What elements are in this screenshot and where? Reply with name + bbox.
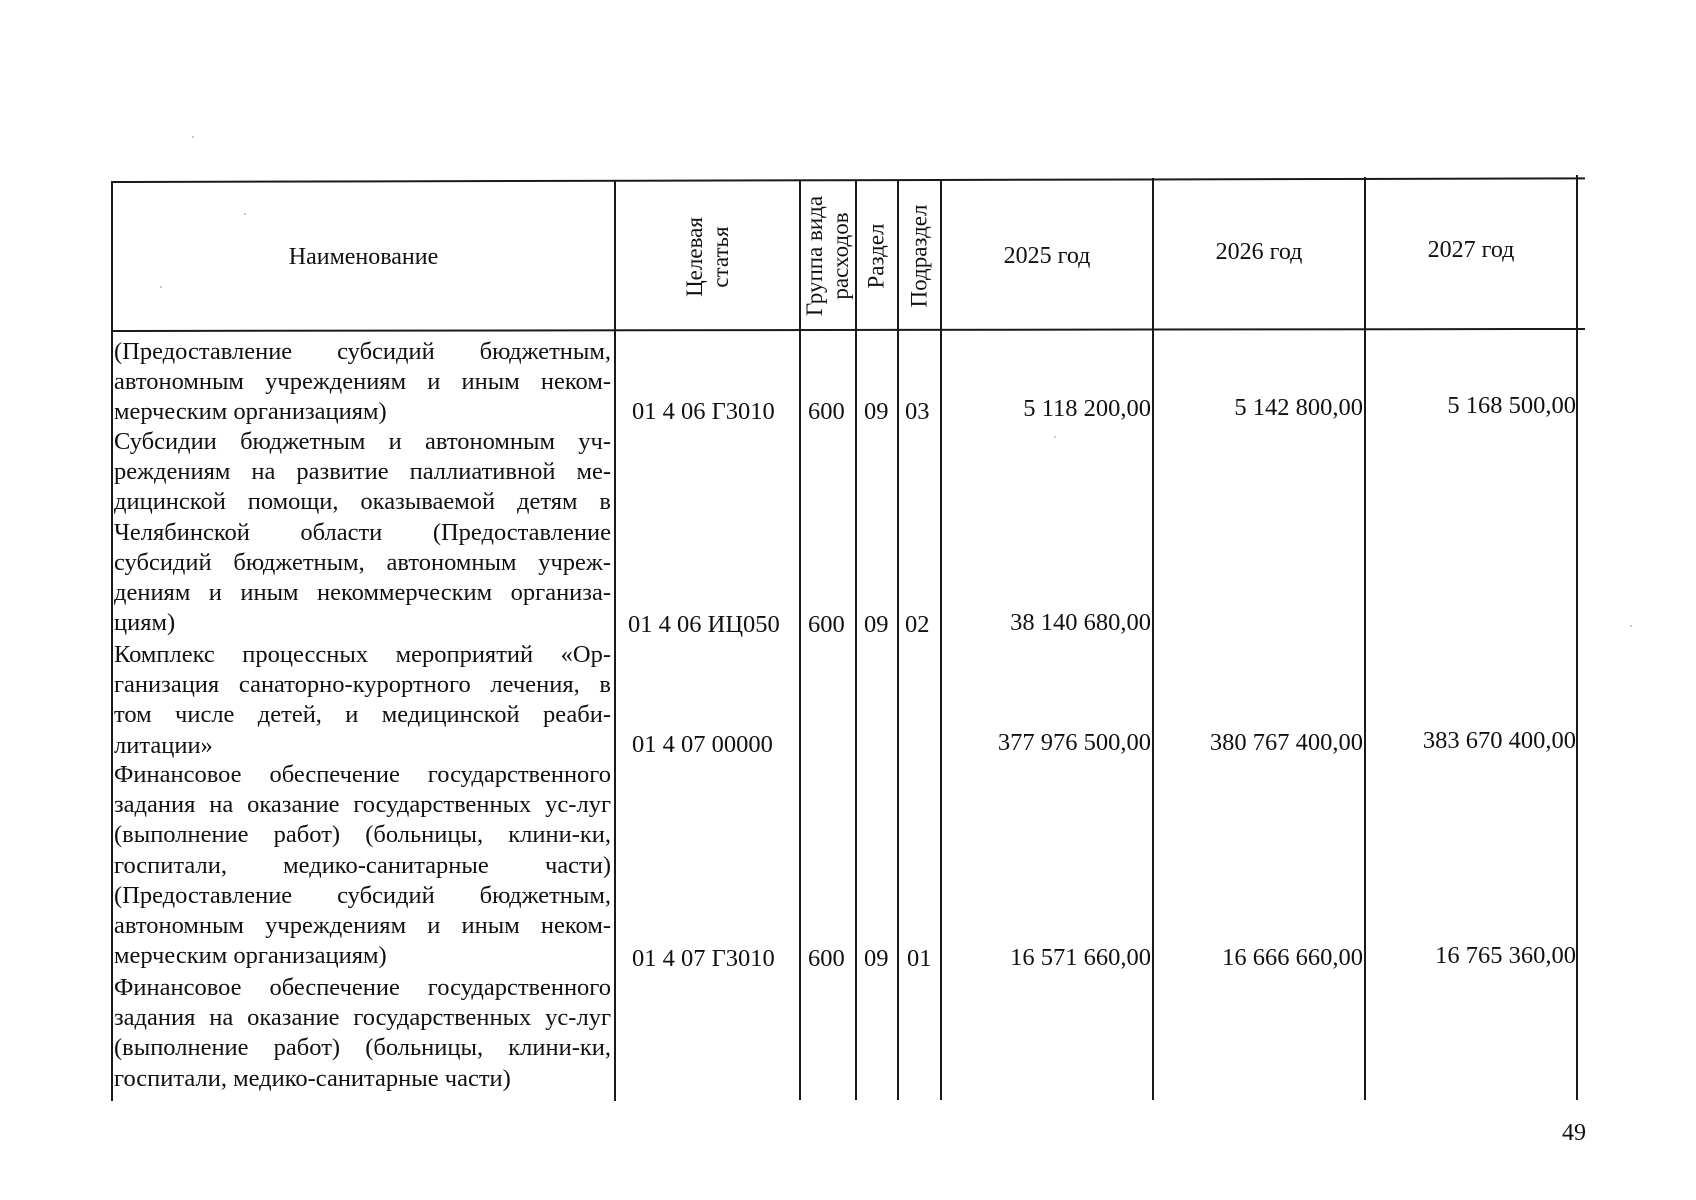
table-row-section: 09: [864, 945, 889, 972]
header-subsection: [899, 181, 940, 330]
table-row-name: Субсидии бюджетным и автономным уч-реждениям на развитие паллиативной ме-дицинской помощи, оказываемой детям в Челябинской области (Предоставление субсидий бюджетным, автономным учреж-дениям и иным некоммерческим организа-циям): [114, 428, 611, 637]
table-row-section: 09: [864, 398, 889, 425]
table-row-target: 01 4 06 Г3010: [632, 398, 775, 425]
table-row-name: (Предоставление субсидий бюджетным, автономным учреждениям и иным неком-мерческим организациям): [114, 338, 611, 426]
table-row-target: 01 4 07 Г3010: [632, 945, 775, 972]
table-row-2026: 380 767 400,00: [1209, 729, 1363, 756]
table-row-2025: 5 118 200,00: [1023, 395, 1151, 422]
scan-speck: [1630, 625, 1632, 627]
header-target-label: Целевая статья: [681, 216, 733, 297]
table-row-2027: 383 670 400,00: [1422, 727, 1576, 754]
table-row-group: 600: [808, 945, 845, 972]
page-number: 49: [1562, 1120, 1586, 1146]
header-group-label: Группа вида расходов: [802, 195, 854, 317]
table-row-group: 600: [808, 398, 845, 425]
table-row-2026: 5 142 800,00: [1234, 394, 1363, 421]
table-row-2027: 16 765 360,00: [1435, 942, 1576, 969]
table-row-2025: 38 140 680,00: [1010, 609, 1151, 636]
scan-speck: [244, 213, 246, 215]
header-target: [616, 183, 799, 330]
table-row-subsection: 01: [907, 945, 932, 972]
table-row-subsection: 02: [905, 611, 930, 638]
scan-speck: [160, 286, 162, 288]
table-row-group: 600: [808, 611, 845, 638]
table-row-2025: 377 976 500,00: [997, 729, 1151, 756]
scan-speck: [192, 136, 194, 138]
header-2026: 2026 год: [1215, 239, 1303, 265]
table-row-subsection: 03: [905, 398, 930, 425]
header-name: [113, 183, 614, 330]
header-2025: 2025 год: [1003, 243, 1091, 269]
table-row-2025: 16 571 660,00: [1010, 944, 1151, 971]
table-right-border: [1576, 175, 1578, 1100]
header-section-label: Раздел: [864, 223, 889, 289]
table-row-target: 01 4 07 00000: [632, 731, 773, 758]
table-row-name: Финансовое обеспечение государственного задания на оказание государственных ус-луг (выполнение работ) (больницы, клини-ки, госпитали, медико-санитарные части) (Предоставление субсидий бюджетным, автономным учреждениям и иным неком-мерческим организациям): [114, 761, 611, 970]
header-group: [801, 182, 855, 330]
table-row-name: Комплекс процессных мероприятий «Ор-ганизация санаторно-курортного лечения, в том числе детей, и медицинской реаби-литации»: [114, 641, 611, 759]
table-row-2026: 16 666 660,00: [1222, 944, 1363, 971]
table-row-section: 09: [864, 611, 889, 638]
table-row-target: 01 4 06 ИЦ050: [628, 611, 780, 638]
table-row-2027: 5 168 500,00: [1447, 392, 1576, 419]
header-subsection-label: Подраздел: [906, 204, 932, 307]
header-2027: 2027 год: [1427, 237, 1515, 263]
table-row-name: Финансовое обеспечение государственного задания на оказание государственных ус-луг (выполнение работ) (больницы, клини-ки, госпитали, медико-санитарные части): [114, 974, 611, 1092]
scan-speck: [1054, 436, 1056, 438]
header-name-label: Наименование: [288, 243, 439, 270]
header-section: [857, 182, 897, 330]
